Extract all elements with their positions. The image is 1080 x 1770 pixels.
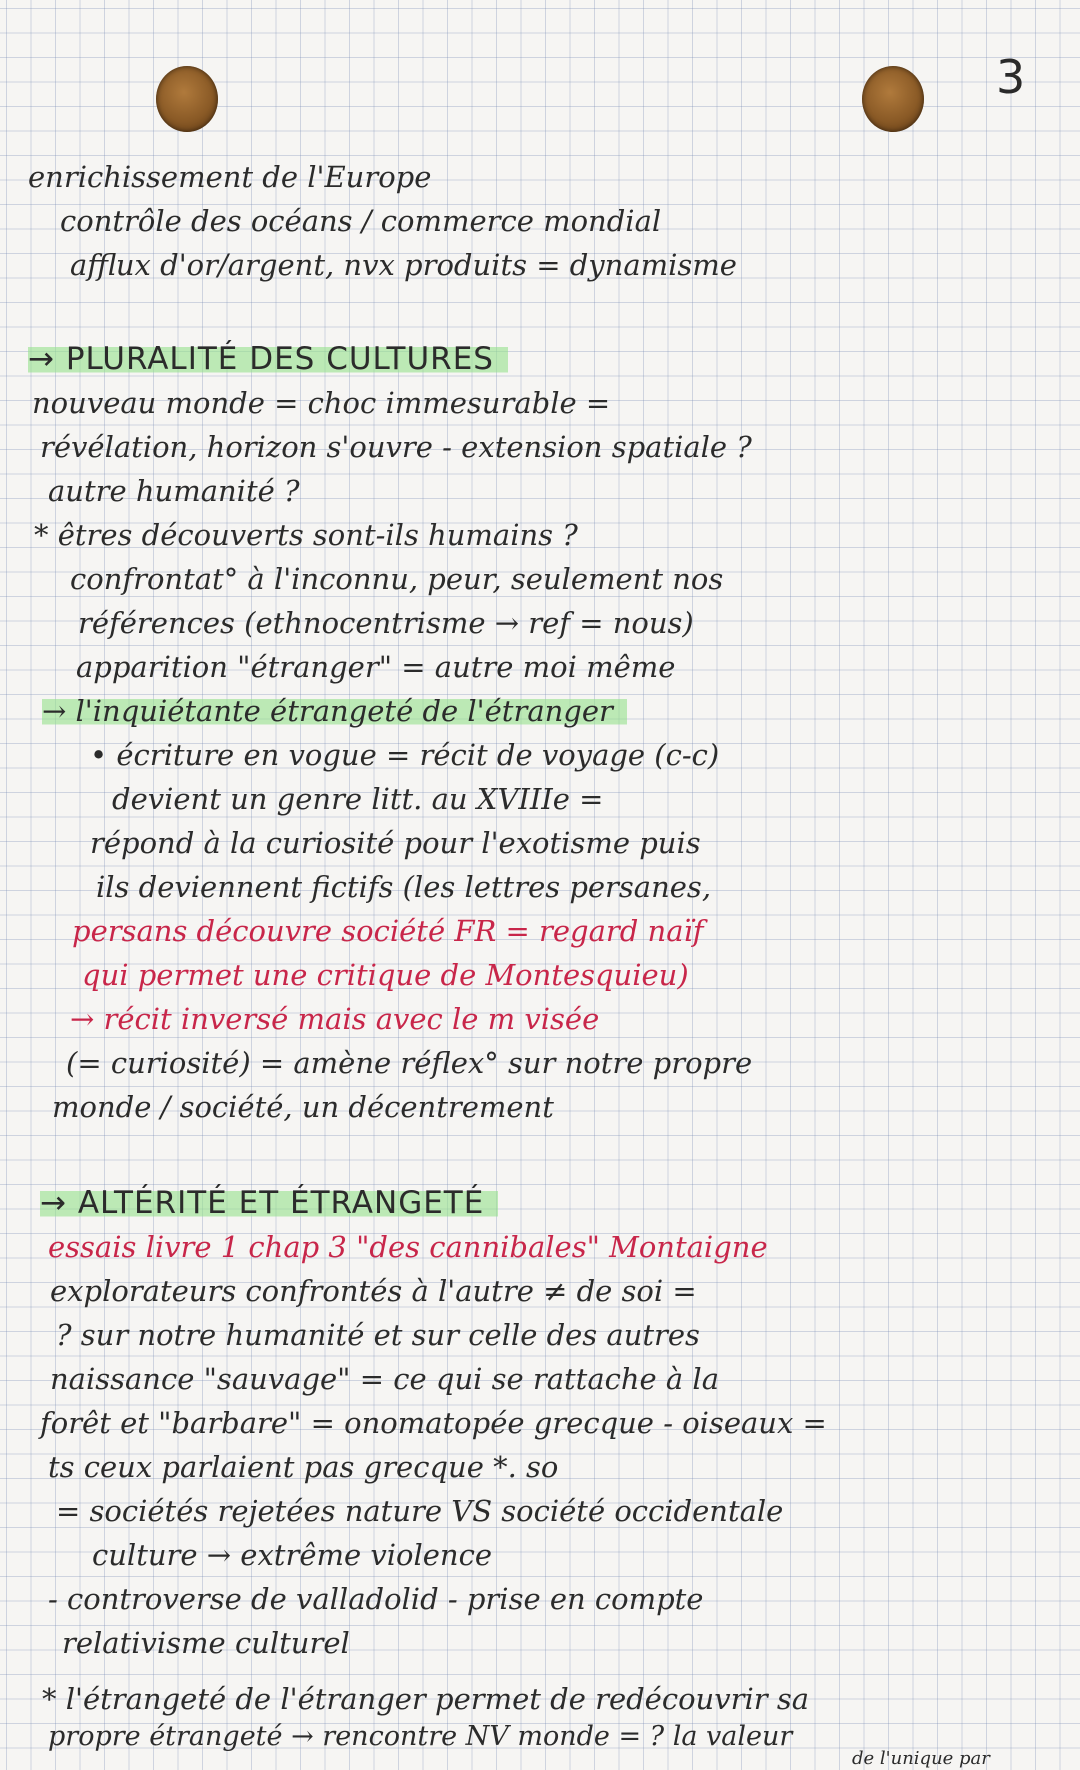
note-line: ts ceux parlaient pas grecque *. so — [48, 1450, 559, 1484]
note-line: explorateurs confrontés à l'autre ≠ de soi = — [50, 1274, 697, 1308]
page-number: 3 — [996, 50, 1026, 104]
note-line: devient un genre litt. au XVIIIe = — [112, 782, 604, 816]
note-line: - controverse de valladolid - prise en compte — [48, 1582, 704, 1616]
note-line: ? sur notre humanité et sur celle des autres — [56, 1318, 700, 1352]
note-line: (= curiosité) = amène réflex° sur notre propre — [66, 1046, 753, 1080]
note-line: répond à la curiosité pour l'exotisme puis — [90, 826, 701, 860]
note-line: révélation, horizon s'ouvre - extension spatiale ? — [40, 430, 752, 464]
note-line: * êtres découverts sont-ils humains ? — [34, 518, 578, 552]
section-heading-pluralite: → PLURALITÉ DES CULTURES — [28, 342, 508, 376]
note-line: forêt et "barbare" = onomatopée grecque - oiseaux = — [40, 1406, 827, 1440]
note-line-red: persans découvre société FR = regard naïf — [72, 914, 704, 948]
note-line: relativisme culturel — [62, 1626, 350, 1660]
note-line: culture → extrême violence — [92, 1538, 492, 1572]
binder-hole-right — [862, 66, 924, 132]
note-line: afflux d'or/argent, nvx produits = dynamisme — [70, 248, 737, 282]
note-line-red: → récit inversé mais avec le m visée — [70, 1002, 600, 1036]
note-line: • écriture en vogue = récit de voyage (c-c) — [90, 738, 720, 772]
note-line: * l'étrangeté de l'étranger permet de redécouvrir sa — [42, 1682, 809, 1716]
note-line: de l'unique par — [852, 1748, 990, 1769]
note-line: apparition "étranger" = autre moi même — [76, 650, 676, 684]
note-line: enrichissement de l'Europe — [28, 160, 432, 194]
binder-hole-left — [156, 66, 218, 132]
note-line: monde / société, un décentrement — [52, 1090, 554, 1124]
note-line-red: essais livre 1 chap 3 "des cannibales" Montaigne — [48, 1230, 768, 1264]
note-line-highlighted: → l'inquiétante étrangeté de l'étranger — [42, 694, 627, 728]
note-line: contrôle des océans / commerce mondial — [60, 204, 662, 238]
note-line: nouveau monde = choc immesurable = — [32, 386, 611, 420]
section-heading-alterite: → ALTÉRITÉ ET ÉTRANGETÉ — [40, 1186, 498, 1220]
note-line: autre humanité ? — [48, 474, 300, 508]
note-line: confrontat° à l'inconnu, peur, seulement nos — [70, 562, 724, 596]
note-line: naissance "sauvage" = ce qui se rattache à la — [50, 1362, 719, 1396]
note-line: ils deviennent fictifs (les lettres persanes, — [96, 870, 712, 904]
note-line-red: qui permet une critique de Montesquieu) — [82, 958, 689, 992]
note-line: propre étrangeté → rencontre NV monde = ? la valeur — [48, 1721, 793, 1752]
note-line: = sociétés rejetées nature VS société occidentale — [56, 1494, 784, 1528]
note-line: références (ethnocentrisme → ref = nous) — [78, 606, 694, 640]
